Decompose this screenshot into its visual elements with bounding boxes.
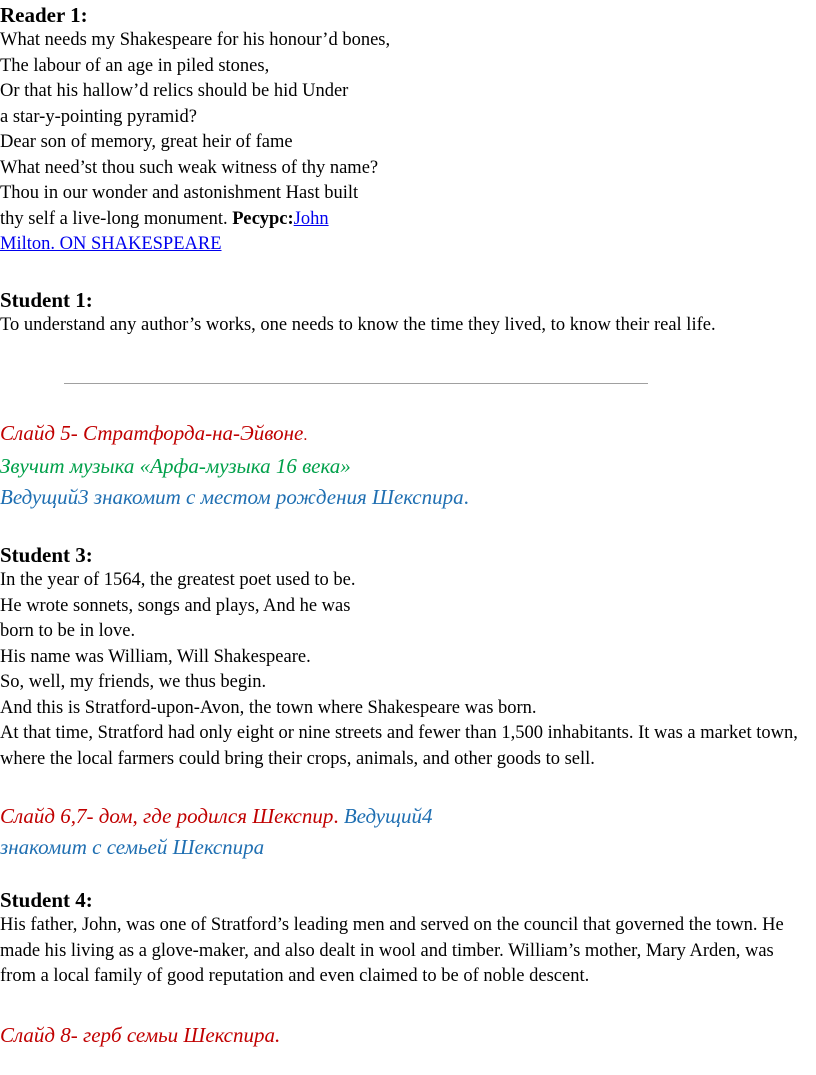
- horizontal-divider: [64, 383, 648, 384]
- slide8-title: Слайд 8- герб семьи Шекспира.: [0, 1023, 281, 1047]
- slide8-section: [0, 1020, 280, 1051]
- slide5-title-dot: .: [303, 427, 308, 444]
- source-link-line: [0, 232, 390, 258]
- poem-line: What needs my Shakespeare for his honour’d bones,: [0, 30, 391, 50]
- student1-section: [0, 287, 716, 339]
- source-link[interactable]: John: [293, 208, 329, 229]
- student3-line: In the year of 1564, the greatest poet used to be.: [0, 570, 356, 590]
- poem-line: Thou in our wonder and astonishment Hast built: [0, 183, 359, 203]
- poem-line: Dear son of memory, great heir of fame: [0, 132, 293, 152]
- poem-line: a star-y-pointing pyramid?: [0, 106, 197, 127]
- slide5-music: Звучит музыка «Арфа-музыка 16 века»: [0, 454, 351, 478]
- student4-paragraph: His father, John, was one of Stratford’s leading men and served on the council that governed the town. He made his living as a glove-maker, and also dealt in wool and timber. William’s mother, Mary Arden, was from a local family of good reputation and even claimed to be of noble descent.: [0, 915, 784, 986]
- poem-line: What need’st thou such weak witness of thy name?: [0, 157, 379, 178]
- student3-line: He wrote sonnets, songs and plays, And he was: [0, 595, 351, 616]
- slide67-title: [0, 801, 432, 832]
- slide67-title-text: Слайд 6,7- дом, где родился Шекспир: [0, 804, 334, 828]
- student3-line: born to be in love.: [0, 621, 136, 641]
- poem-last-line: [0, 207, 390, 233]
- student1-heading: Student 1:: [0, 288, 93, 312]
- poem-line: Or that his hallow’d relics should be hid Under: [0, 81, 349, 101]
- slide67-host-part1: Ведущий4: [338, 804, 433, 828]
- student3-line: And this is Stratford-upon-Avon, the town where Shakespeare was born.: [0, 697, 537, 718]
- reader1-section: [0, 2, 390, 258]
- source-label: Ресурс:: [232, 208, 294, 229]
- student4-heading: Student 4:: [0, 888, 93, 912]
- slide5-host: [0, 482, 469, 513]
- slide5-section: [0, 418, 469, 513]
- slide67-title-dot: .: [333, 804, 339, 828]
- student3-heading: Student 3:: [0, 543, 93, 567]
- poem-line-text: thy self a live-long monument.: [0, 208, 233, 229]
- slide67-host-part2: знакомит с семьей Шекспира: [0, 835, 265, 859]
- slide5-host-dot: .: [463, 485, 469, 509]
- student1-text: To understand any author’s works, one needs to know the time they lived, to know their real life.: [0, 315, 716, 335]
- student4-section: [0, 887, 812, 990]
- student3-line: So, well, my friends, we thus begin.: [0, 672, 267, 692]
- student3-line: His name was William, Will Shakespeare.: [0, 646, 311, 667]
- student3-section: [0, 542, 812, 772]
- slide67-section: [0, 801, 432, 863]
- slide5-title: [0, 418, 469, 451]
- reader1-heading: Reader 1:: [0, 3, 88, 27]
- student3-paragraph: At that time, Stratford had only eight or nine streets and fewer than 1,500 inhabitants. It was a market town, where the local farmers could bring their crops, animals, and other goods to sell.: [0, 723, 798, 769]
- slide5-host-text: Ведущий3 знакомит с местом рождения Шекспира: [0, 485, 464, 509]
- poem-line: The labour of an age in piled stones,: [0, 55, 270, 76]
- slide5-title-text: Слайд 5- Стратфорда-на-Эйвоне: [0, 421, 304, 445]
- source-link-continued[interactable]: Milton. ON SHAKESPEARE: [0, 234, 222, 254]
